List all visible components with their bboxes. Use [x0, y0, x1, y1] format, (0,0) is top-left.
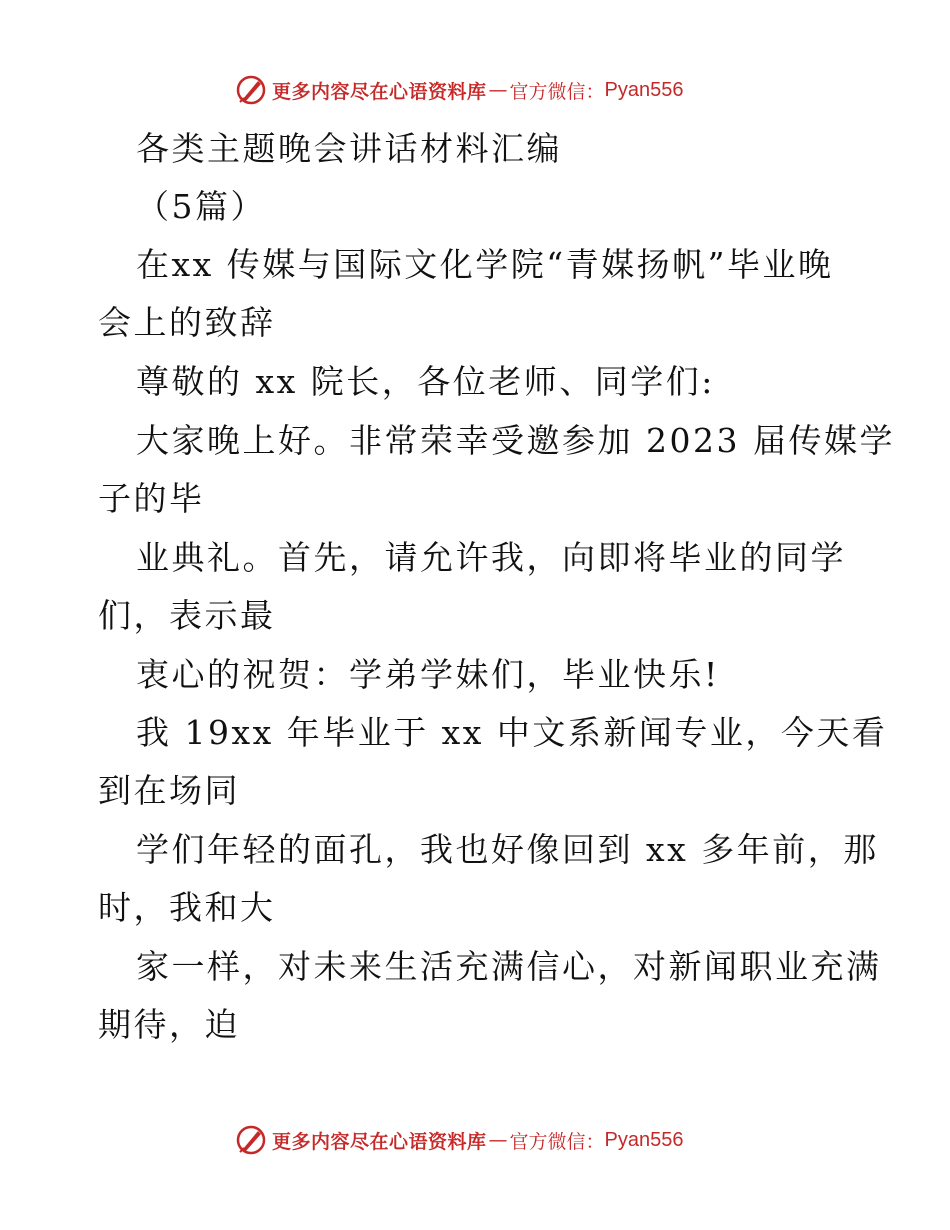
- document-subtitle: （5篇）: [136, 187, 266, 226]
- paragraph-line: 我 19xx 年毕业于 xx 中文系新闻专业，今天看: [136, 713, 888, 752]
- quill-logo-icon: [234, 73, 268, 107]
- paragraph-line: 大家晚上好。非常荣幸受邀参加 2023 届传媒学: [136, 421, 895, 460]
- paragraph-line: 衷心的祝贺：学弟学妹们，毕业快乐!: [136, 655, 720, 694]
- watermark-wechat-id: Pyan556: [604, 78, 684, 101]
- header-watermark: [234, 73, 684, 107]
- paragraph-line: 时，我和大: [98, 888, 276, 927]
- paragraph-line: 们，表示最: [98, 596, 276, 635]
- paragraph-line: 会上的致辞: [98, 303, 276, 342]
- paragraph-line: 家一样，对未来生活充满信心，对新闻职业充满: [136, 947, 882, 986]
- footer-watermark: [234, 1123, 684, 1157]
- quill-logo-icon: [234, 1123, 268, 1157]
- paragraph-line: 尊敬的 xx 院长，各位老师、同学们:: [136, 362, 715, 401]
- paragraph-line: 到在场同: [98, 771, 240, 810]
- watermark-separator: —: [488, 1129, 508, 1151]
- paragraph-line: 在xx 传媒与国际文化学院“青媒扬帆”毕业晚: [136, 245, 834, 284]
- paragraph-line: 子的毕: [98, 479, 205, 518]
- document-title: 各类主题晚会讲话材料汇编: [136, 129, 562, 168]
- paragraph-line: 学们年轻的面孔，我也好像回到 xx 多年前，那: [136, 830, 879, 869]
- watermark-site-text: 更多内容尽在心语资料库: [272, 80, 487, 103]
- watermark-site-text: 更多内容尽在心语资料库: [272, 1130, 487, 1153]
- watermark-wechat-id: Pyan556: [604, 1128, 684, 1151]
- watermark-wechat-label: 官方微信：: [509, 1130, 605, 1153]
- paragraph-line: 业典礼。首先，请允许我，向即将毕业的同学: [136, 538, 846, 577]
- watermark-wechat-label: 官方微信：: [509, 80, 605, 103]
- watermark-separator: —: [488, 79, 508, 101]
- paragraph-line: 期待，迫: [98, 1005, 240, 1044]
